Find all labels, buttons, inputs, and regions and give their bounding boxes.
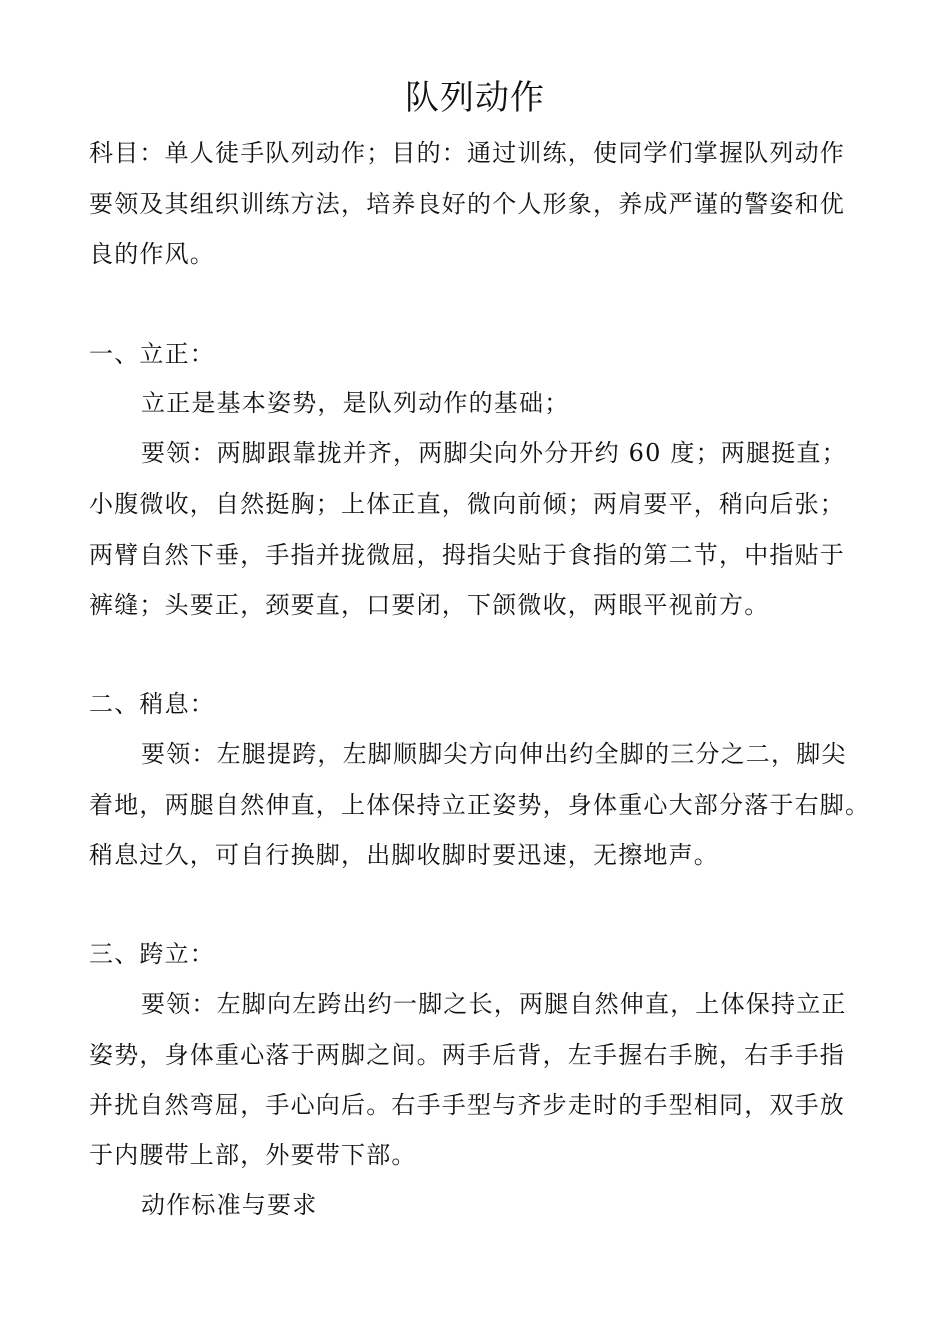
section-heading-parade-rest: 三、跨立： (89, 940, 215, 968)
standards-subheading: 动作标准与要求 (141, 1191, 318, 1219)
attention-line-3: 两臂自然下垂，手指并拢微屈，拇指尖贴于食指的第二节，中指贴于 (89, 541, 845, 569)
parade-rest-line-3: 并扰自然弯屈，手心向后。右手手型与齐步走时的手型相同，双手放 (89, 1091, 845, 1119)
attention-line-2: 小腹微收，自然挺胸；上体正直，微向前倾；两肩要平，稍向后张； (89, 490, 845, 518)
intro-line-1: 科目：单人徒手队列动作；目的：通过训练，使同学们掌握队列动作 (89, 139, 845, 167)
at-ease-line-3: 稍息过久，可自行换脚，出脚收脚时要迅速，无擦地声。 (89, 841, 719, 869)
attention-line-1: 要领：两脚跟靠拢并齐，两脚尖向外分开约 60 度；两腿挺直； (141, 439, 847, 467)
intro-line-2: 要领及其组织训练方法，培养良好的个人形象，养成严谨的警姿和优 (89, 190, 845, 218)
section-heading-attention: 一、立正： (89, 340, 215, 368)
at-ease-line-1: 要领：左腿提跨，左脚顺脚尖方向伸出约全脚的三分之二，脚尖 (141, 740, 847, 768)
parade-rest-line-2: 姿势，身体重心落于两脚之间。两手后背，左手握右手腕，右手手指 (89, 1041, 845, 1069)
intro-line-3: 良的作风。 (89, 240, 215, 268)
at-ease-line-2: 着地，两腿自然伸直，上体保持立正姿势，身体重心大部分落于右脚。 (89, 791, 871, 819)
section-heading-at-ease: 二、稍息： (89, 690, 215, 718)
attention-definition: 立正是基本姿势，是队列动作的基础； (141, 389, 570, 417)
document-title: 队列动作 (405, 78, 545, 118)
parade-rest-line-4: 于内腰带上部，外要带下部。 (89, 1141, 417, 1169)
attention-line-4: 裤缝；头要正，颈要直，口要闭，下颌微收，两眼平视前方。 (89, 591, 770, 619)
parade-rest-line-1: 要领：左脚向左跨出约一脚之长，两腿自然伸直，上体保持立正 (141, 990, 847, 1018)
